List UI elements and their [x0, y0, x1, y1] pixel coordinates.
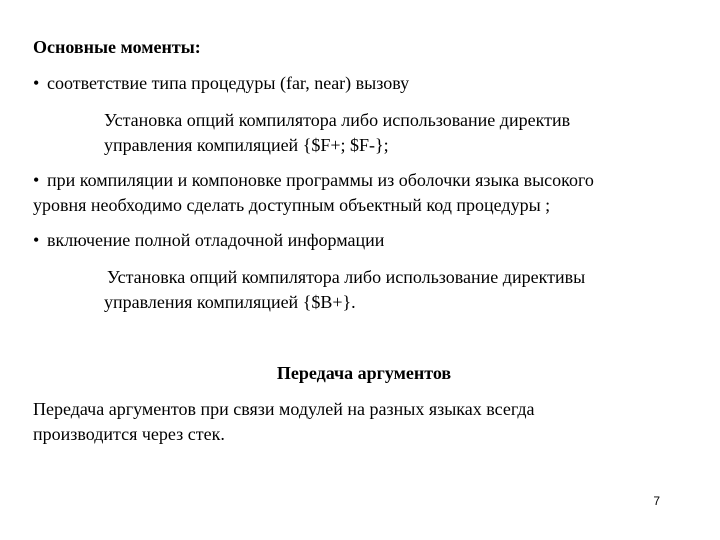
bullet-item-2: [33, 168, 594, 192]
paragraph-line: производится через стек.: [33, 424, 225, 444]
bullet-text: соответствие типа процедуры (far, near) вызову: [47, 73, 410, 93]
bullet-marker: •: [33, 230, 40, 250]
bullet-note-line: управления компиляцией {$F+; $F-};: [104, 135, 389, 155]
bullet-note-line: Установка опций компилятора либо использование директив: [104, 110, 571, 130]
heading: Основные моменты:: [33, 37, 201, 57]
bullet-marker: •: [33, 73, 40, 93]
bullet-text-continuation: уровня необходимо сделать доступным объектный код процедуры ;: [33, 195, 551, 215]
bullet-note-line: управления компиляцией {$B+}.: [104, 292, 356, 312]
section-title: Передача аргументов: [276, 363, 452, 383]
paragraph-line: Передача аргументов при связи модулей на разных языках всегда: [33, 399, 535, 419]
bullet-text: включение полной отладочной информации: [47, 230, 385, 250]
bullet-text: при компиляции и компоновке программы из оболочки языка высокого: [47, 170, 594, 190]
bullet-marker: •: [33, 170, 40, 190]
page-number: 7: [653, 494, 660, 508]
bullet-note-line: Установка опций компилятора либо использование директивы: [107, 267, 586, 287]
bullet-item-3: [33, 228, 384, 252]
bullet-item-1: [33, 71, 409, 95]
